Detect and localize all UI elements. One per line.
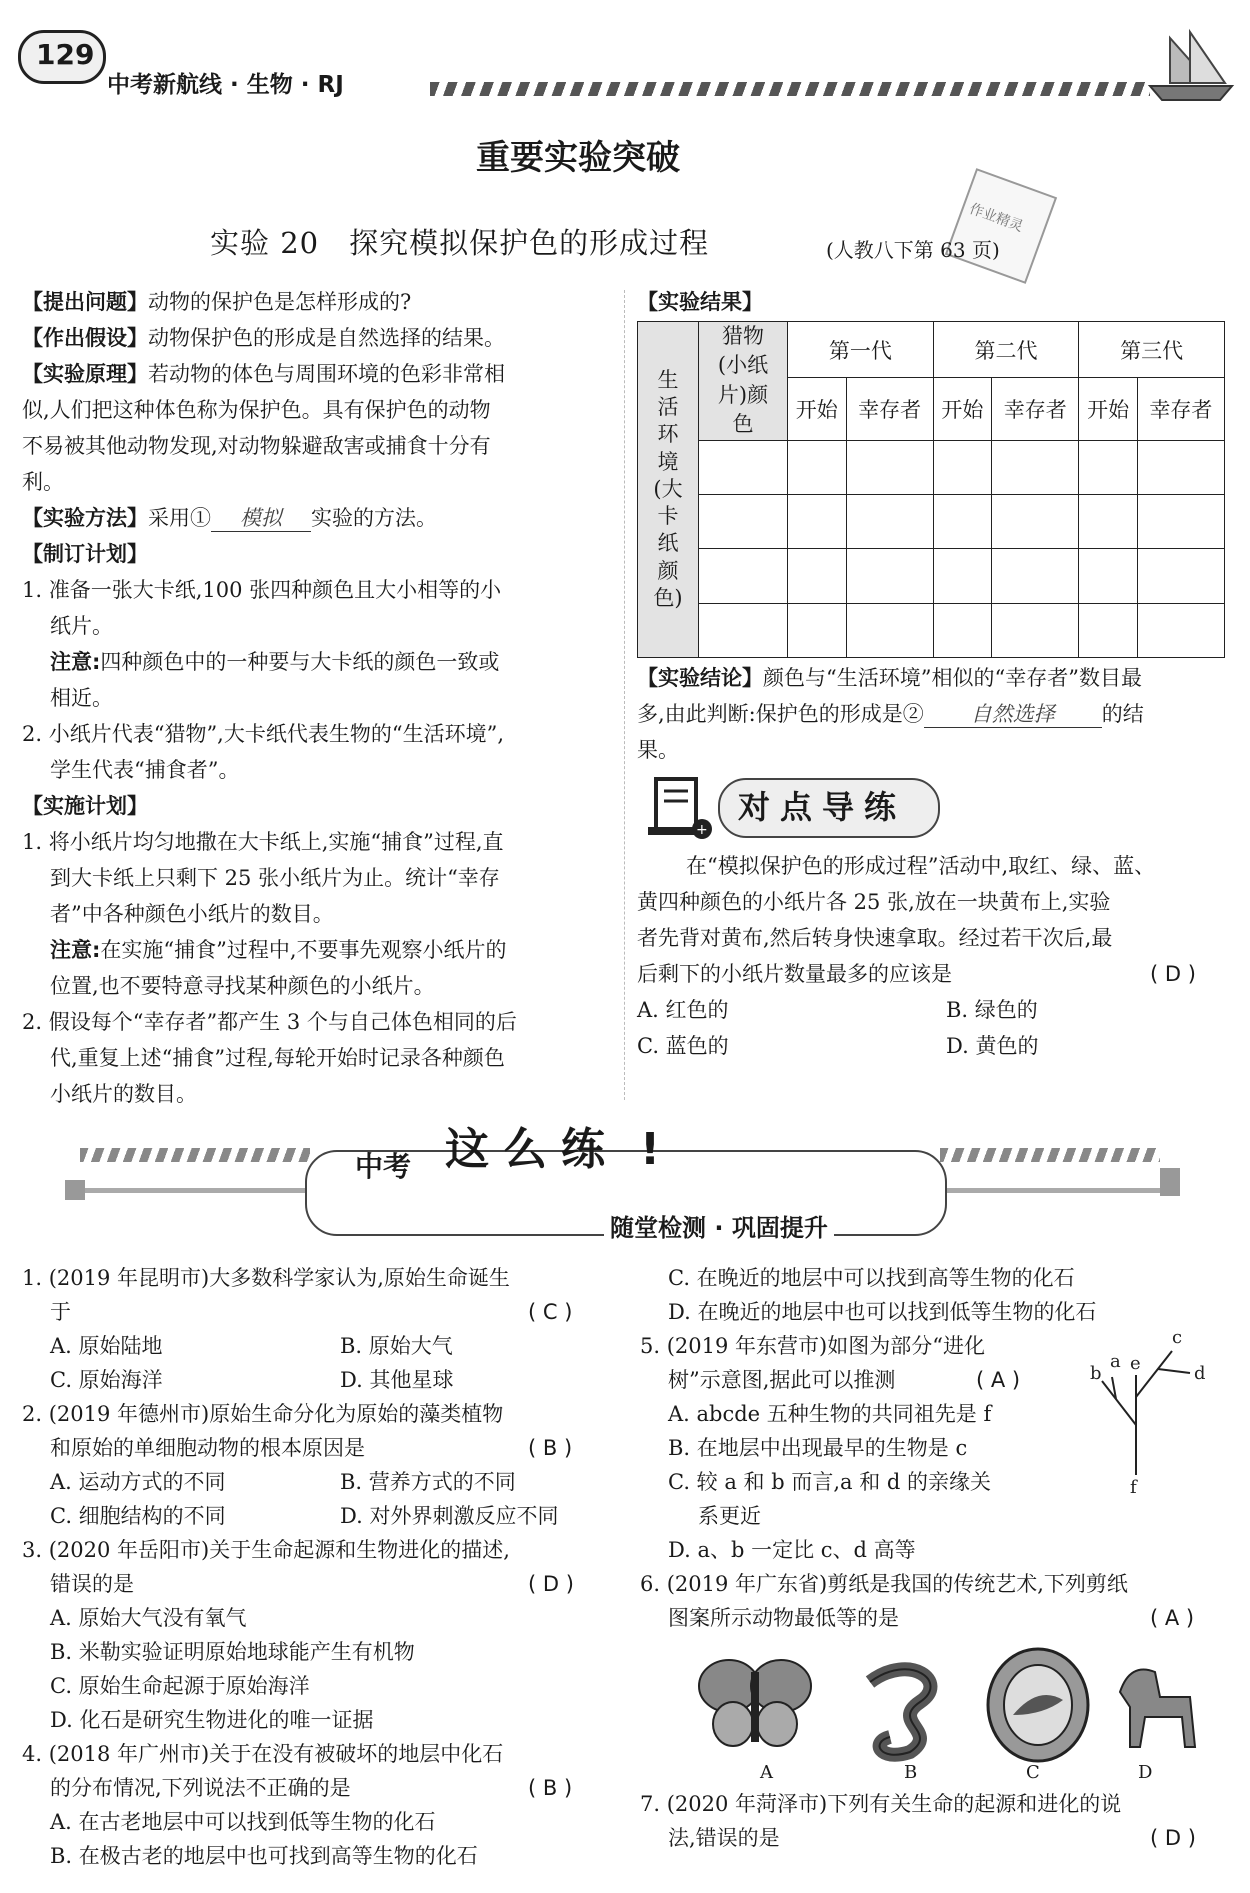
banner-main: 这么练 — [445, 1124, 619, 1175]
question-option: B. 原始大气 — [340, 1334, 453, 1358]
question-option: B. 在极古老的地层中也可找到高等生物的化石 — [50, 1844, 478, 1868]
table-cell — [1079, 549, 1138, 603]
impl-line: 者”中各种颜色小纸片的数目。 — [50, 902, 334, 926]
question-option: C. 较 a 和 b 而言,a 和 d 的亲缘关 — [668, 1470, 991, 1494]
plan-note: 相近。 — [50, 686, 113, 710]
table-cell — [846, 603, 933, 657]
question-answer: ( C ) — [528, 1300, 573, 1324]
tree-label: e — [1130, 1353, 1141, 1374]
banner-stripes-left — [80, 1148, 310, 1162]
evolution-tree-diagram — [1072, 1325, 1222, 1495]
question-answer: ( A ) — [976, 1368, 1021, 1392]
table-cell — [788, 440, 847, 494]
sub-header: 幸存者 — [1137, 378, 1224, 441]
impl-line: 代,重复上述“捕食”过程,每轮开始时记录各种颜色 — [50, 1046, 505, 1070]
tree-label: d — [1194, 1363, 1206, 1384]
table-cell — [933, 494, 992, 548]
banner-prefix: 中考 — [355, 1150, 412, 1183]
result-label: 【实验结果】 — [637, 290, 763, 314]
question-text: 和原始的单细胞动物的根本原因是 — [50, 1436, 365, 1460]
practice-option: B. 绿色的 — [946, 998, 1038, 1022]
figure-label: B — [904, 1762, 918, 1783]
question-answer: ( B ) — [528, 1776, 573, 1800]
column-divider — [624, 290, 625, 1100]
table-cell — [699, 603, 788, 657]
banner-stripes-right — [940, 1148, 1160, 1162]
stamp-text: 作业精灵 — [967, 200, 1026, 236]
question-option: D. 在晚近的地层中也可以找到低等生物的化石 — [668, 1300, 1097, 1324]
question-text: 于 — [50, 1300, 71, 1324]
question-answer: ( B ) — [528, 1436, 573, 1460]
question-option: A. 原始陆地 — [50, 1334, 163, 1358]
question-line: 【提出问题】动物的保护色是怎样形成的? — [22, 290, 412, 314]
question-text: 5. (2019 年东营市)如图为部分“进化 — [640, 1334, 985, 1358]
experiment-title: 实验 20 探究模拟保护色的形成过程 — [210, 226, 710, 260]
svg-text:+: + — [696, 822, 708, 838]
practice-line: 在“模拟保护色的形成过程”活动中,取红、绿、蓝、 — [686, 854, 1156, 878]
question-option: D. 化石是研究生物进化的唯一证据 — [50, 1708, 374, 1732]
question-answer: ( D ) — [1150, 1826, 1196, 1850]
table-cell — [846, 440, 933, 494]
table-cell — [788, 603, 847, 657]
question-text: 1. (2019 年昆明市)大多数科学家认为,原始生命诞生 — [22, 1266, 510, 1290]
question-text: 法,错误的是 — [668, 1826, 780, 1850]
table-cell — [699, 549, 788, 603]
generation-header: 第二代 — [933, 322, 1079, 378]
impl-note: 位置,也不要特意寻找某种颜色的小纸片。 — [50, 974, 435, 998]
question-text: 3. (2020 年岳阳市)关于生命起源和生物进化的描述, — [22, 1538, 510, 1562]
impl-note: 注意:在实施“捕食”过程中,不要事先观察小纸片的 — [50, 938, 507, 962]
sub-header: 开始 — [933, 378, 992, 441]
practice-option: C. 蓝色的 — [637, 1034, 729, 1058]
table-cell — [992, 549, 1079, 603]
book-title: 中考新航线 · 生物 · RJ — [107, 72, 344, 98]
impl-line: 2. 假设每个“幸存者”都产生 3 个与自己体色相同的后 — [22, 1010, 517, 1034]
figure-label: D — [1138, 1762, 1153, 1783]
practice-line: 黄四种颜色的小纸片各 25 张,放在一块黄布上,实验 — [637, 890, 1111, 914]
method-answer: 模拟 — [211, 506, 311, 532]
generation-header: 第三代 — [1079, 322, 1225, 378]
banner-exclaim: ! — [640, 1124, 661, 1175]
snake-papercut — [850, 1652, 960, 1762]
question-option: D. 其他星球 — [340, 1368, 454, 1392]
figure-label: A — [760, 1762, 773, 1783]
question-answer: ( D ) — [528, 1572, 574, 1596]
tree-label: c — [1172, 1327, 1183, 1348]
question-option: A. 原始大气没有氧气 — [50, 1606, 247, 1630]
question-option: C. 在晚近的地层中可以找到高等生物的化石 — [668, 1266, 1075, 1290]
question-option: C. 原始生命起源于原始海洋 — [50, 1674, 310, 1698]
practice-option: D. 黄色的 — [946, 1034, 1039, 1058]
table-cell — [1079, 440, 1138, 494]
question-text: 树”示意图,据此可以推测 — [668, 1368, 896, 1392]
question-text: 6. (2019 年广东省)剪纸是我国的传统艺术,下列剪纸 — [640, 1572, 1128, 1596]
table-cell — [699, 440, 788, 494]
practice-answer: ( D ) — [1150, 962, 1196, 986]
table-cell — [933, 440, 992, 494]
table-cell — [788, 549, 847, 603]
sub-header: 开始 — [788, 378, 847, 441]
principle-line: 【实验原理】若动物的体色与周围环境的色彩非常相 — [22, 362, 505, 386]
table-cell — [933, 603, 992, 657]
question-option: C. 原始海洋 — [50, 1368, 163, 1392]
table-cell — [992, 603, 1079, 657]
section-title: 重要实验突破 — [476, 138, 680, 178]
table-cell — [788, 494, 847, 548]
conclusion-line: 【实验结论】颜色与“生活环境”相似的“幸存者”数目最 — [637, 666, 1142, 690]
page-number: 129 — [36, 38, 95, 71]
figure-label: C — [1026, 1762, 1040, 1783]
table-cell — [1137, 494, 1224, 548]
question-text: 4. (2018 年广州市)关于在没有被破坏的地层中化石 — [22, 1742, 504, 1766]
hypothesis-line: 【作出假设】动物保护色的形成是自然选择的结果。 — [22, 326, 505, 350]
question-option: A. abcde 五种生物的共同祖先是 f — [668, 1402, 992, 1426]
banner-subtitle: 随堂检测 · 巩固提升 — [604, 1214, 834, 1243]
principle-line: 不易被其他动物发现,对动物躲避敌害或捕食十分有 — [22, 434, 491, 458]
conclusion-line: 果。 — [637, 738, 679, 762]
impl-line: 到大卡纸上只剩下 25 张小纸片为止。统计“幸存 — [50, 866, 500, 890]
banner-cap-right — [1160, 1168, 1180, 1196]
horse-papercut — [1100, 1652, 1210, 1762]
table-cell — [1079, 494, 1138, 548]
principle-line: 似,人们把这种体色称为保护色。具有保护色的动物 — [22, 398, 491, 422]
impl-line: 小纸片的数目。 — [50, 1082, 197, 1106]
banner-cap-left — [65, 1180, 85, 1200]
impl-label: 【实施计划】 — [22, 794, 148, 818]
question-answer: ( A ) — [1150, 1606, 1195, 1630]
practice-line: 者先背对黄布,然后转身快速拿取。经过若干次后,最 — [637, 926, 1113, 950]
table-cell — [933, 549, 992, 603]
table-cell — [846, 494, 933, 548]
experiment-source: (人教八下第 63 页) — [826, 238, 1000, 262]
question-option: C. 细胞结构的不同 — [50, 1504, 226, 1528]
notebook-icon — [646, 775, 716, 845]
question-text: 的分布情况,下列说法不正确的是 — [50, 1776, 351, 1800]
practice-option: A. 红色的 — [637, 998, 729, 1022]
question-option: 系更近 — [698, 1504, 761, 1528]
question-option: B. 在地层中出现最早的生物是 c — [668, 1436, 968, 1460]
question-text: 错误的是 — [50, 1572, 134, 1596]
sub-header: 幸存者 — [992, 378, 1079, 441]
table-cell — [699, 494, 788, 548]
table-cell — [846, 549, 933, 603]
tree-label: b — [1090, 1363, 1102, 1384]
table-cell — [1079, 603, 1138, 657]
question-option: A. 在古老地层中可以找到低等生物的化石 — [50, 1810, 436, 1834]
question-text: 7. (2020 年菏泽市)下列有关生命的起源和进化的说 — [640, 1792, 1122, 1816]
plan-note: 注意:四种颜色中的一种要与大卡纸的颜色一致或 — [50, 650, 500, 674]
plan-line: 2. 小纸片代表“猎物”,大卡纸代表生物的“生活环境”, — [22, 722, 505, 746]
env-header-cell: 生活环境(大卡纸颜色) — [638, 322, 699, 658]
table-cell — [1137, 603, 1224, 657]
ship-icon — [1140, 28, 1240, 108]
plan-line: 1. 准备一张大卡纸,100 张四种颜色且大小相等的小 — [22, 578, 502, 602]
principle-line: 利。 — [22, 470, 64, 494]
bird-papercut — [983, 1645, 1093, 1765]
question-option: A. 运动方式的不同 — [50, 1470, 226, 1494]
plan-label: 【制订计划】 — [22, 542, 148, 566]
tree-label: f — [1130, 1477, 1137, 1495]
tree-label: a — [1110, 1351, 1121, 1372]
conclusion-line: 多,由此判断:保护色的形成是② 自然选择 的结 — [637, 702, 1144, 728]
table-cell — [1137, 440, 1224, 494]
prey-header-cell: 猎物(小纸片)颜色 — [699, 322, 788, 441]
sub-header: 开始 — [1079, 378, 1138, 441]
question-option: B. 米勒实验证明原始地球能产生有机物 — [50, 1640, 415, 1664]
butterfly-papercut — [695, 1652, 815, 1762]
plan-line: 学生代表“捕食者”。 — [50, 758, 240, 782]
table-cell — [992, 440, 1079, 494]
plan-line: 纸片。 — [50, 614, 113, 638]
question-option: D. a、b 一定比 c、d 高等 — [668, 1538, 916, 1562]
table-cell — [992, 494, 1079, 548]
practice-line: 后剩下的小纸片数量最多的应该是 — [637, 962, 952, 986]
question-option: D. 对外界刺激反应不同 — [340, 1504, 559, 1528]
conclusion-answer: 自然选择 — [924, 702, 1102, 728]
method-line: 【实验方法】采用① 模拟 实验的方法。 — [22, 506, 437, 532]
impl-line: 1. 将小纸片均匀地撒在大卡纸上,实施“捕食”过程,直 — [22, 830, 504, 854]
result-table — [637, 321, 1225, 658]
question-option: B. 营养方式的不同 — [340, 1470, 516, 1494]
sub-header: 幸存者 — [846, 378, 933, 441]
header-rule — [430, 82, 1150, 96]
practice-title: 对点导练 — [738, 788, 907, 826]
question-text: 图案所示动物最低等的是 — [668, 1606, 899, 1630]
table-cell — [1137, 549, 1224, 603]
generation-header: 第一代 — [788, 322, 934, 378]
question-text: 2. (2019 年德州市)原始生命分化为原始的藻类植物 — [22, 1402, 504, 1426]
